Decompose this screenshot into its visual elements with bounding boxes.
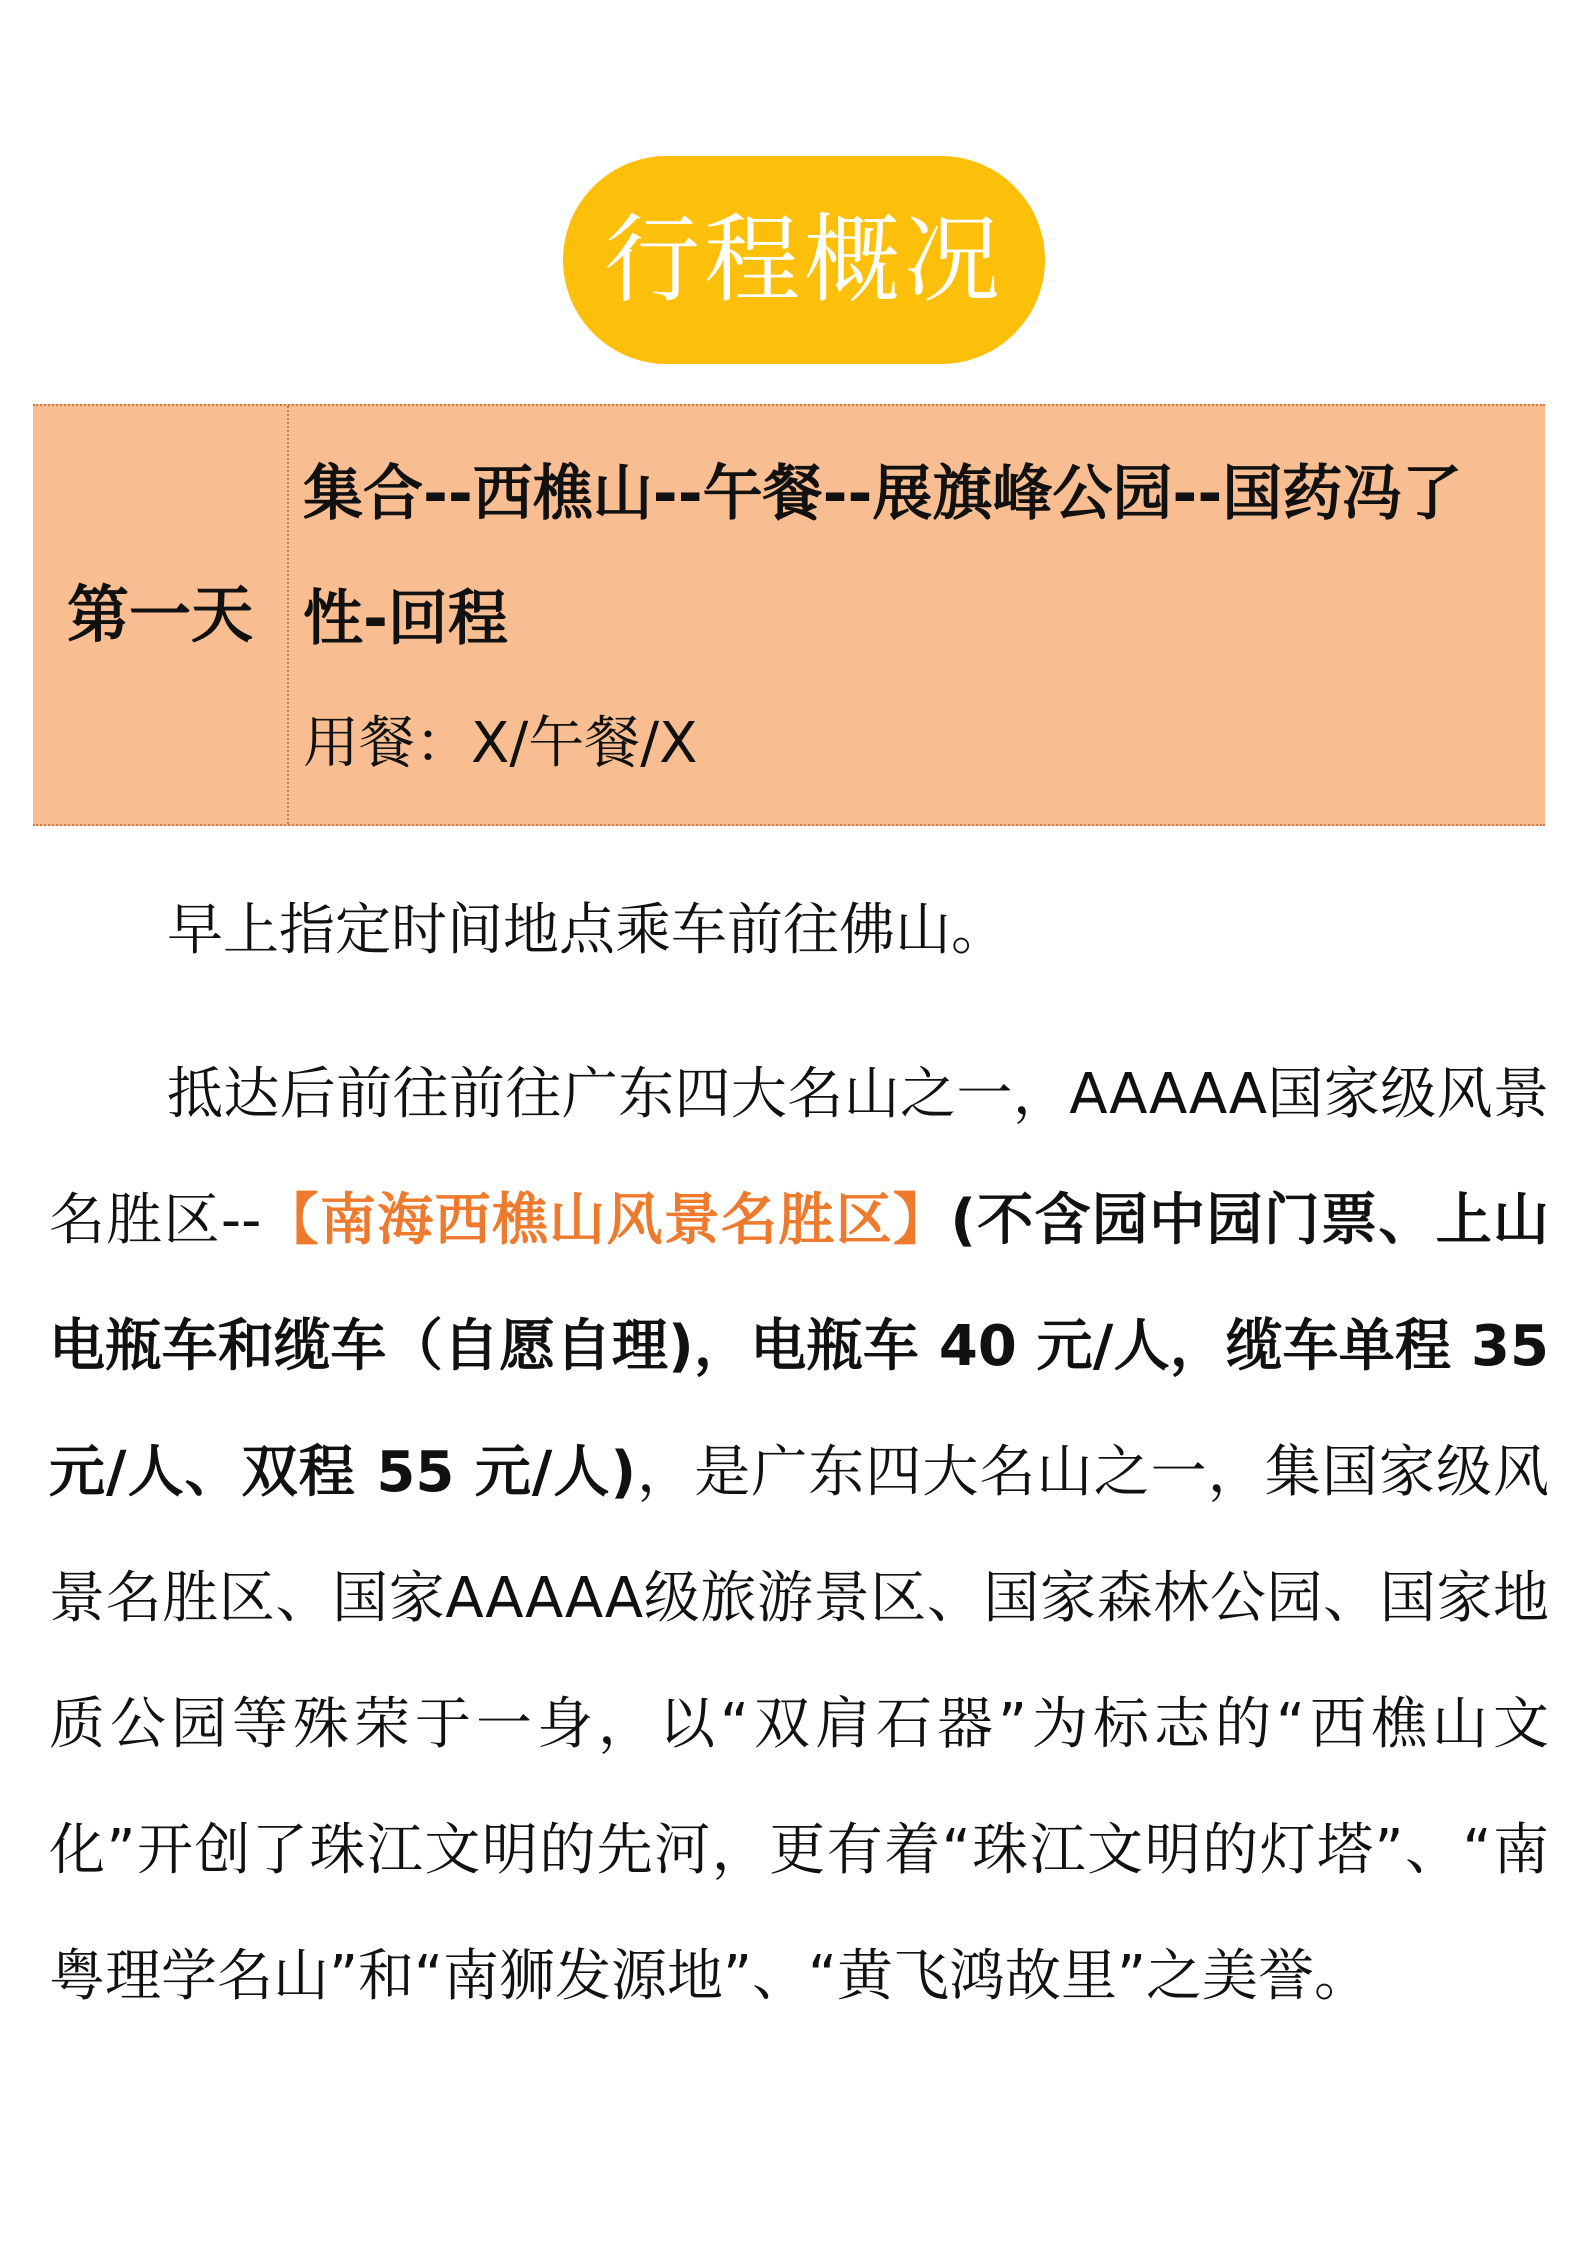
day-content-cell <box>303 432 1533 806</box>
day-one-table <box>33 404 1545 826</box>
day-label-cell <box>33 406 289 824</box>
ticket-note: (不含园中园门票、上山电瓶车和缆车（自愿自理)，电瓶车 40 元/人，缆车单程 35 元/人、双程 55 元/人) <box>49 1188 1550 1505</box>
paragraph-xiqiao-intro: 抵达后前往前往广东四大名山之一，AAAAA国家级风景名胜区-- <box>49 1062 1549 1253</box>
paragraph-xiqiao <box>49 1032 1549 2040</box>
scenic-area-name: 【南海西樵山风景名胜区】 <box>261 1188 951 1253</box>
paragraph-departure <box>49 868 1549 994</box>
day-label: 第一天 <box>66 578 253 651</box>
day-route: 集合--西樵山--午餐--展旗峰公园--国药冯了性-回程 <box>303 459 1463 654</box>
paragraph-departure-text: 早上指定时间地点乘车前往佛山。 <box>167 898 1007 963</box>
page-title: 行程概况 <box>604 204 1004 316</box>
title-badge <box>563 156 1045 364</box>
paragraph-xiqiao-description: ，是广东四大名山之一，集国家级风景名胜区、国家AAAAA级旅游景区、国家森林公园、国家地质公园等殊荣于一身，以“双肩石器”为标志的“西樵山文化”开创了珠江文明的先河，更有着“珠江文明的灯塔”、“南粤理学名山”和“南狮发源地”、“黄飞鸿故里”之美誉。 <box>49 1440 1550 2009</box>
itinerary-body <box>49 868 1549 2078</box>
day-meals: 用餐：X/午餐/X <box>303 711 698 776</box>
